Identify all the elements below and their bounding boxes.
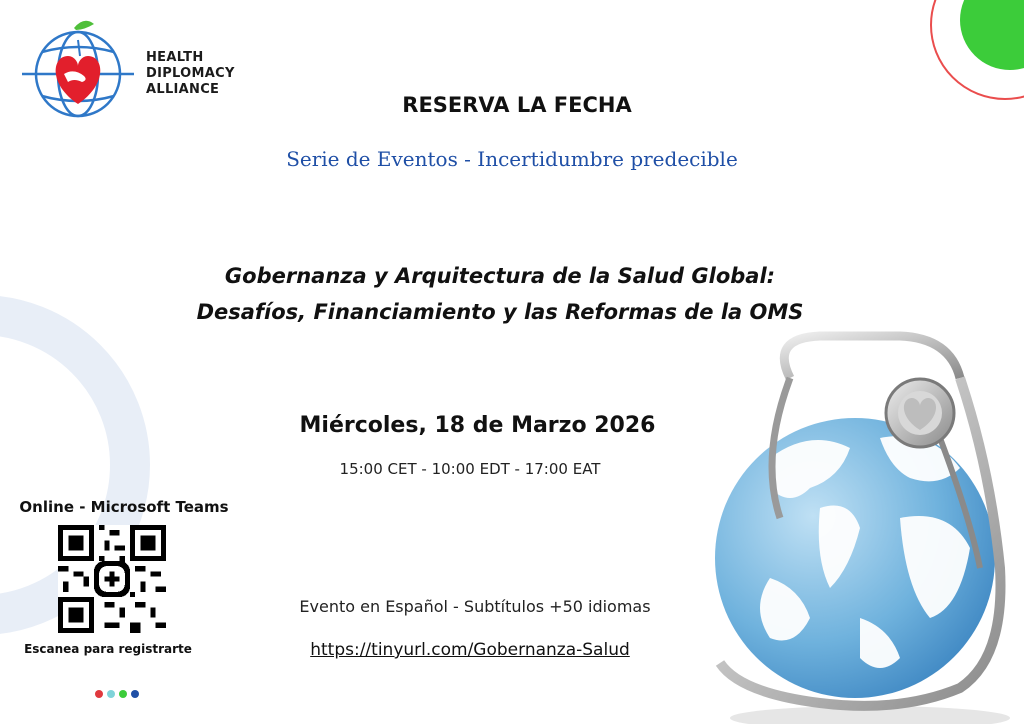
logo-line-3: ALLIANCE <box>146 82 220 97</box>
dot-cyan <box>107 690 115 698</box>
logo-line-2: DIPLOMACY <box>146 66 235 81</box>
dot-blue <box>131 690 139 698</box>
language-info: Evento en Español - Subtítulos +50 idiomas <box>299 597 651 616</box>
event-time: 15:00 CET - 10:00 EDT - 17:00 EAT <box>339 460 601 478</box>
event-title-line-2: Desafíos, Financiamiento y las Reformas de la OMS <box>196 300 804 324</box>
scan-instruction: Escanea para registrarte <box>24 642 192 656</box>
platform-label: Online - Microsoft Teams <box>19 498 229 516</box>
globe-stethoscope-image <box>700 318 1024 724</box>
logo-line-1: HEALTH <box>146 50 204 65</box>
decorative-dots <box>95 690 139 700</box>
save-the-date-heading: RESERVA LA FECHA <box>402 93 632 117</box>
registration-link[interactable]: https://tinyurl.com/Gobernanza-Salud <box>310 640 630 660</box>
event-title-line-1: Gobernanza y Arquitectura de la Salud Global: <box>224 264 776 288</box>
logo <box>0 0 270 140</box>
logo-text <box>146 50 235 98</box>
qr-code[interactable] <box>58 525 166 633</box>
event-date: Miércoles, 18 de Marzo 2026 <box>299 413 656 438</box>
series-subtitle: Serie de Eventos - Incertidumbre predecible <box>286 147 738 171</box>
dot-green <box>119 690 127 698</box>
dot-red <box>95 690 103 698</box>
